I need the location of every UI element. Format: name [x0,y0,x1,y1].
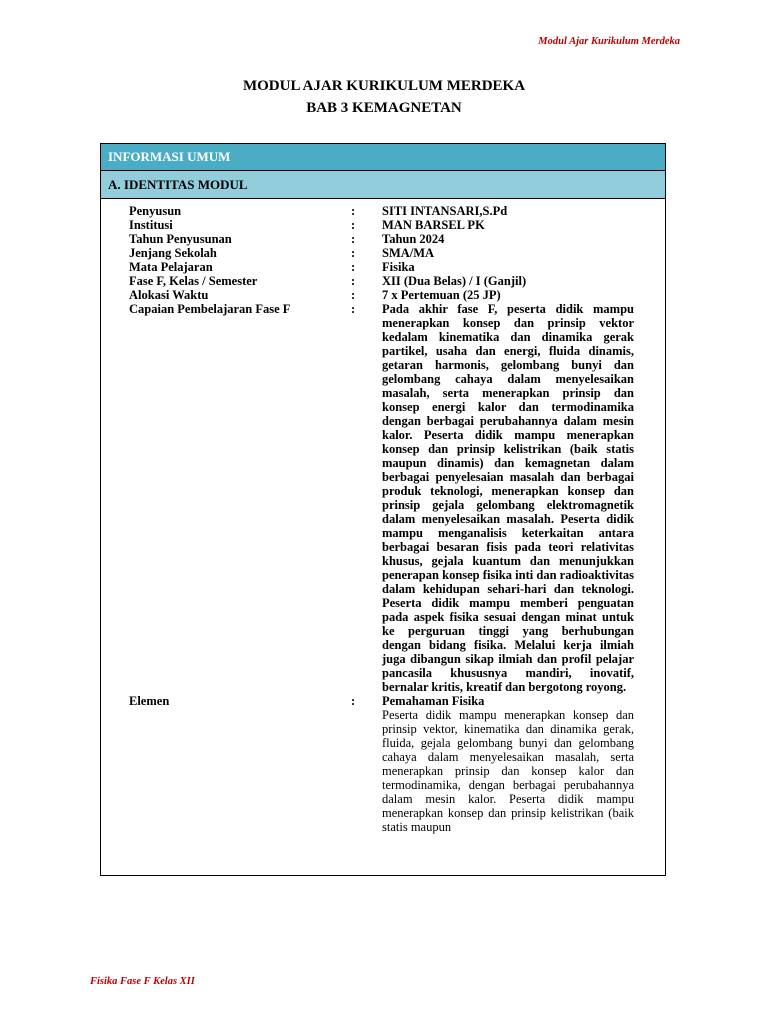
field-value: SMA/MA [382,246,435,260]
field-list [129,204,634,834]
chapter-title: BAB 3 KEMAGNETAN [306,100,462,116]
field-colon: : [351,232,356,246]
running-header: Modul Ajar Kurikulum Merdeka [538,36,680,47]
section-informasi-umum: INFORMASI UMUM [101,144,665,171]
field-label: Mata Pelajaran [129,260,213,274]
field-row [129,232,634,246]
elemen-subtitle: Pemahaman Fisika [382,694,485,708]
field-colon: : [351,218,356,232]
identity-table [100,143,666,876]
field-colon: : [351,246,356,260]
elemen-content [382,694,634,834]
field-label: Alokasi Waktu [129,288,209,302]
section-identitas-modul: A. IDENTITAS MODUL [101,171,665,199]
field-value: XII (Dua Belas) / I (Ganjil) [382,274,527,288]
field-value: 7 x Pertemuan (25 JP) [382,288,501,302]
field-row [129,288,634,302]
field-label: Jenjang Sekolah [129,246,217,260]
field-row [129,204,634,218]
field-row [129,218,634,232]
capaian-label: Capaian Pembelajaran Fase F [129,302,291,316]
field-value: SITI INTANSARI,S.Pd [382,204,508,218]
running-footer: Fisika Fase F Kelas XII [90,976,195,987]
elemen-row [129,694,634,834]
field-label: Penyusun [129,204,182,218]
field-colon: : [351,694,356,708]
field-colon: : [351,260,356,274]
elemen-label: Elemen [129,694,170,708]
field-label: Fase F, Kelas / Semester [129,274,258,288]
field-value: Tahun 2024 [382,232,445,246]
field-label: Tahun Penyusunan [129,232,232,246]
field-colon: : [351,302,356,316]
field-value: MAN BARSEL PK [382,218,485,232]
field-colon: : [351,204,356,218]
capaian-row [129,302,634,694]
capaian-text: Pada akhir fase F, peserta didik mampu menerapkan konsep dan prinsip vektor kedalam kinematika dan dinamika gerak partikel, usaha dan energi, fluida dinamis, getaran harmonis, gelombang bunyi dan gelombang cahaya dalam menyelesaikan masalah, serta menerapkan prinsip dan konsep energi kalor dan termodinamika dengan berbagai perubahannya dalam mesin kalor. Peserta didik mampu menerapkan konsep dan prinsip kelistrikan (baik statis maupun dinamis) dan kemagnetan dalam berbagai penyelesaian masalah dan berbagai produk teknologi, menerapkan konsep dan prinsip gejala gelombang elektromagnetik dalam menyelesaikan masalah. Peserta didik mampu menganalisis keterkaitan antara berbagai besaran fisis pada teori relativitas khusus, gejala kuantum dan menunjukkan penerapan konsep fisika inti dan radioaktivitas dalam kehidupan sehari-hari dan teknologi. Peserta didik mampu memberi penguatan pada aspek fisika sesuai dengan minat untuk ke perguruan tinggi yang berhubungan dengan bidang fisika. Melalui kerja ilmiah juga dibangun sikap ilmiah dan profil pelajar pancasila khususnya mandiri, inovatif, bernalar kritis, kreatif dan bergotong royong. [382,302,634,694]
field-row [129,274,634,288]
field-row [129,260,634,274]
field-row [129,246,634,260]
field-colon: : [351,274,356,288]
field-label: Institusi [129,218,173,232]
elemen-text: Peserta didik mampu menerapkan konsep dan prinsip vektor, kinematika dan dinamika gerak, fluida, gejala gelombang bunyi dan gelombang cahaya dalam menyelesaikan masalah, serta menerapkan prinsip dan konsep kalor dan termodinamika, dengan berbagai perubahannya dalam mesin kalor. Peserta didik mampu menerapkan konsep dan prinsip kelistrikan (baik statis maupun [382,708,634,834]
document-title: MODUL AJAR KURIKULUM MERDEKA [242,78,526,94]
field-colon: : [351,288,356,302]
field-value: Fisika [382,260,415,274]
